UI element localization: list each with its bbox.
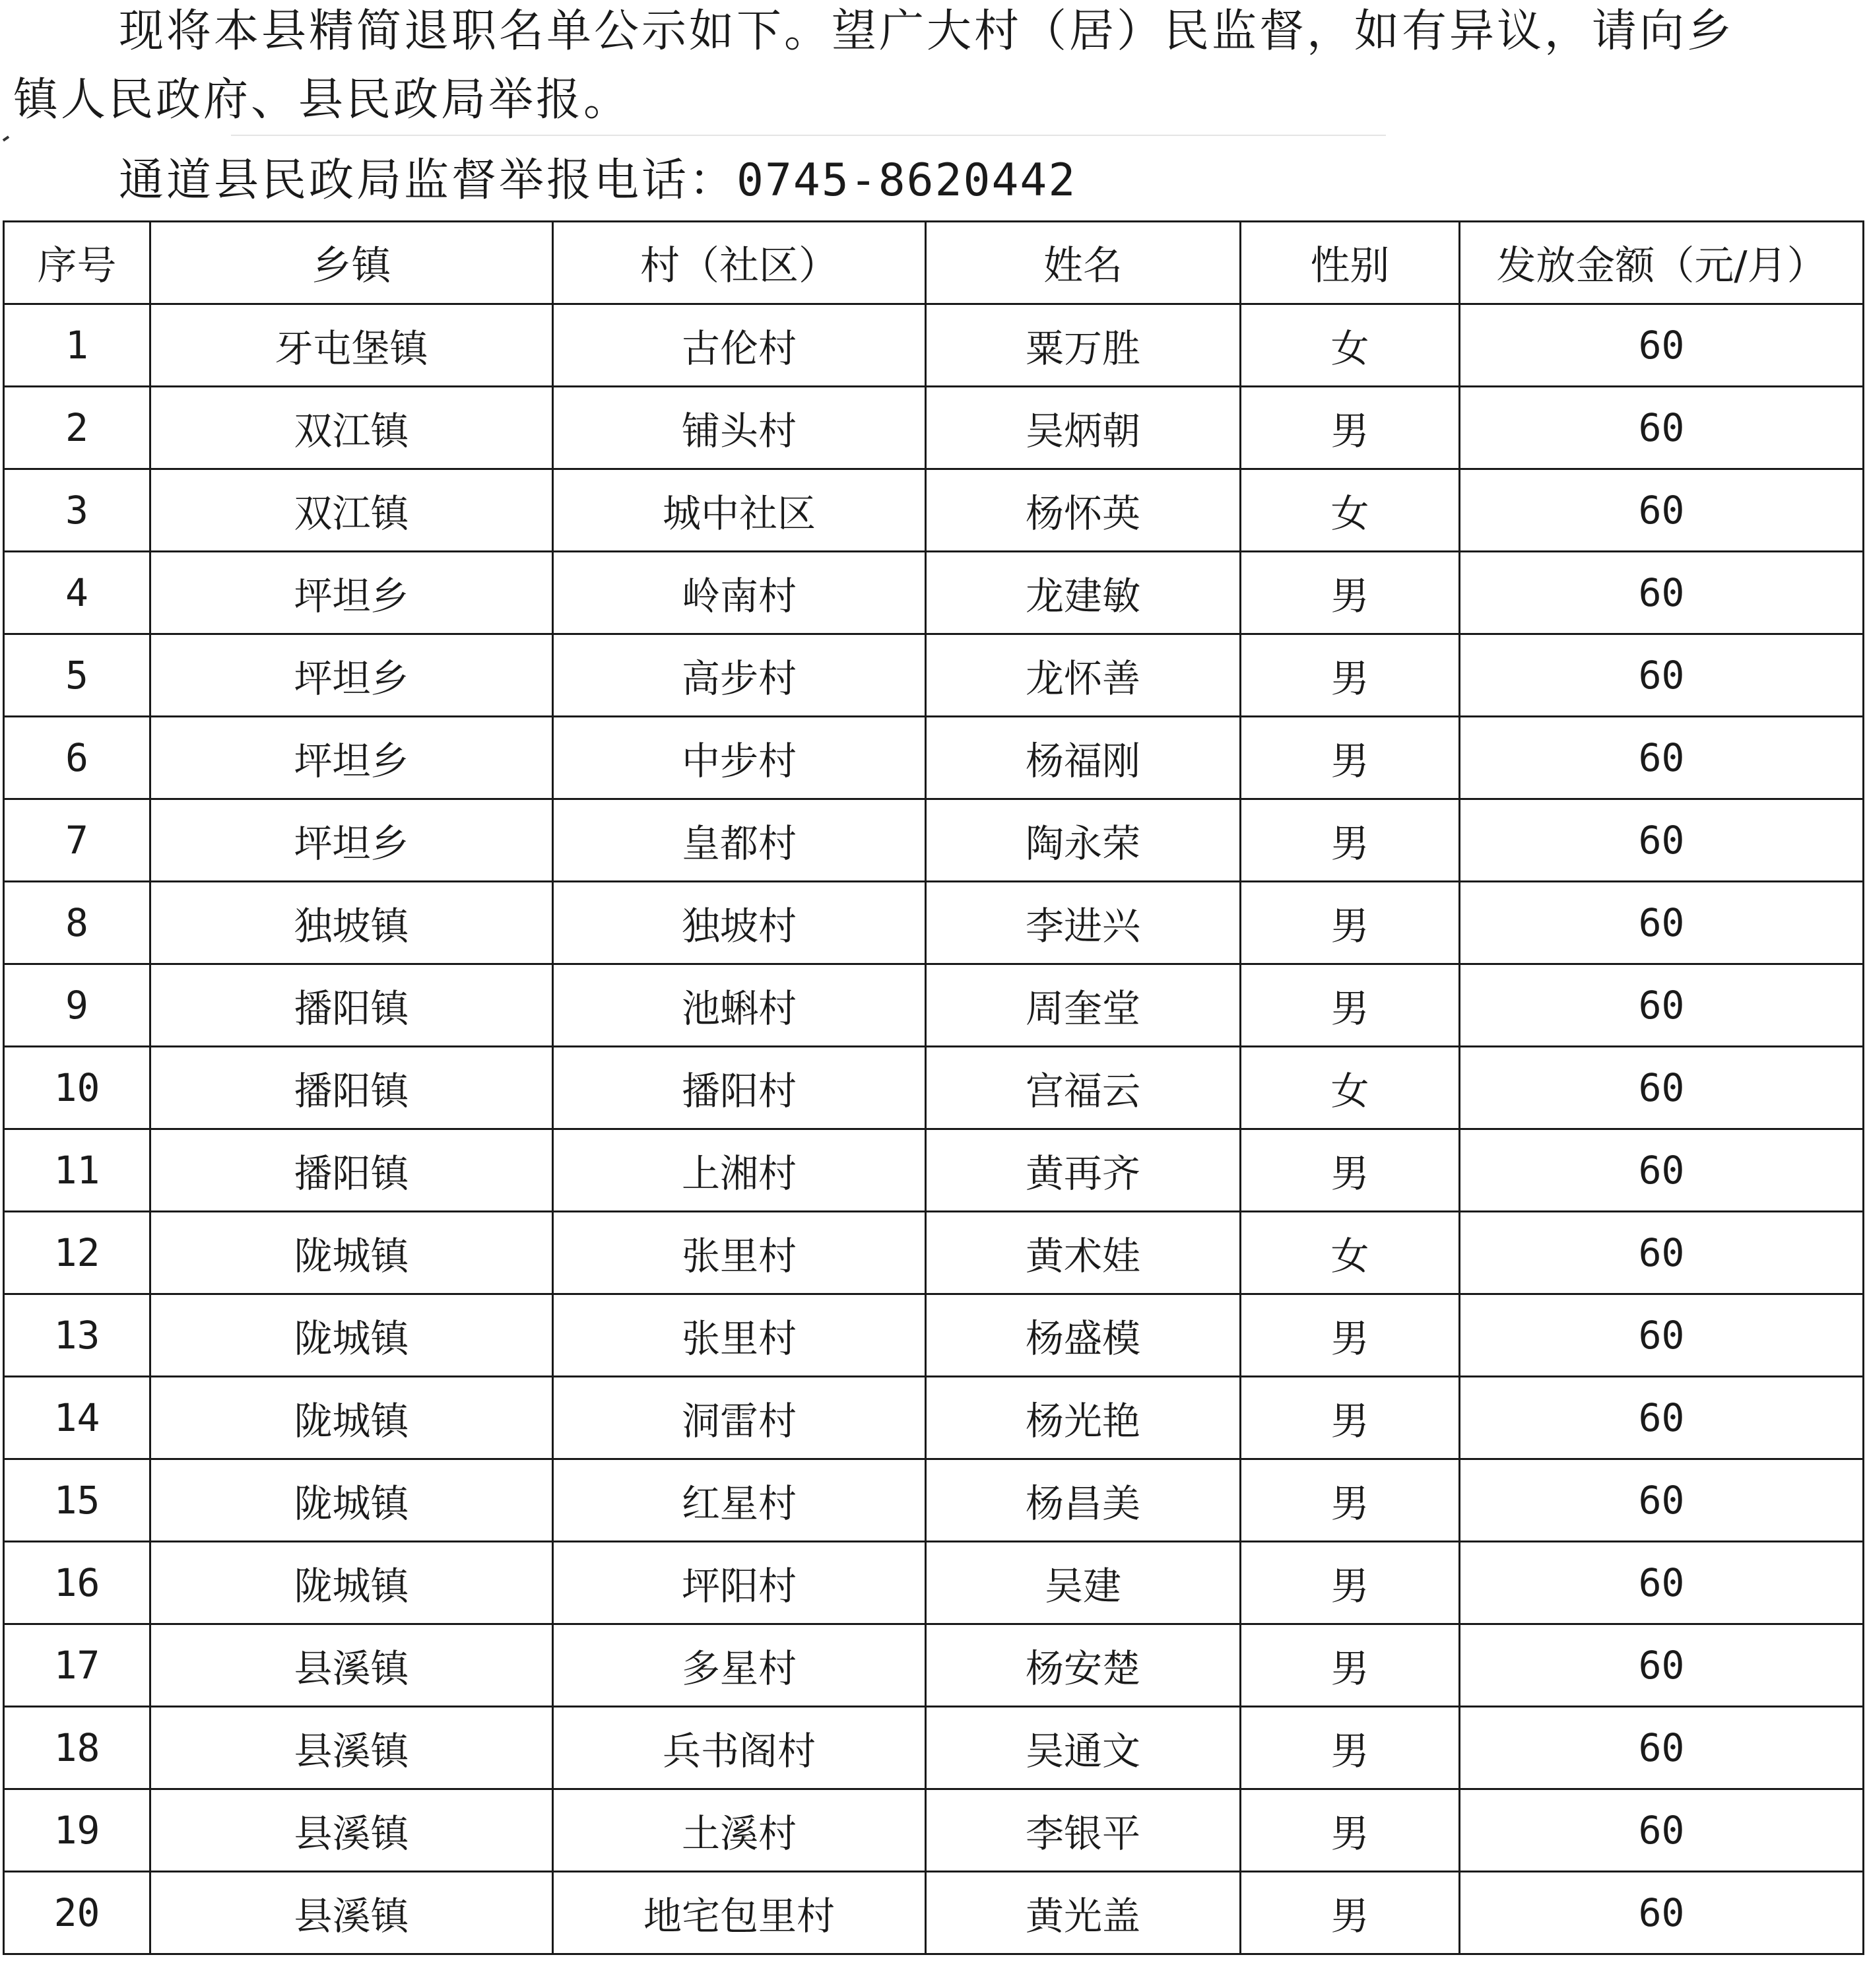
cell-gender: 女: [1241, 304, 1460, 387]
cell-village: 高步村: [553, 634, 926, 717]
cell-name: 杨光艳: [926, 1377, 1241, 1459]
cell-serial: 16: [4, 1542, 150, 1624]
cell-village: 兵书阁村: [553, 1707, 926, 1789]
cell-amount: 60: [1460, 1377, 1864, 1459]
cell-name: 吴通文: [926, 1707, 1241, 1789]
cell-township: 坪坦乡: [150, 717, 553, 799]
cell-serial: 14: [4, 1377, 150, 1459]
cell-township: 陇城镇: [150, 1294, 553, 1377]
cell-amount: 60: [1460, 387, 1864, 469]
intro-text-line-1: 现将本县精简退职名单公示如下。望广大村（居）民监督，如有异议，请向乡: [119, 5, 1735, 57]
table-row: [4, 882, 1864, 964]
cell-gender: 女: [1241, 1212, 1460, 1294]
cell-gender: 男: [1241, 1294, 1460, 1377]
cell-serial: 12: [4, 1212, 150, 1294]
cell-serial: 11: [4, 1129, 150, 1212]
cell-name: 周奎堂: [926, 964, 1241, 1047]
cell-village: 池蝌村: [553, 964, 926, 1047]
cell-gender: 男: [1241, 1789, 1460, 1872]
cell-township: 播阳镇: [150, 964, 553, 1047]
cell-amount: 60: [1460, 1459, 1864, 1542]
table-row: [4, 1129, 1864, 1212]
cell-village: 上湘村: [553, 1129, 926, 1212]
table-row: [4, 1047, 1864, 1129]
cell-township: 坪坦乡: [150, 552, 553, 634]
cell-gender: 男: [1241, 799, 1460, 882]
cell-serial: 7: [4, 799, 150, 882]
cell-amount: 60: [1460, 717, 1864, 799]
cell-amount: 60: [1460, 1542, 1864, 1624]
cell-gender: 男: [1241, 1542, 1460, 1624]
cell-amount: 60: [1460, 1294, 1864, 1377]
cell-village: 张里村: [553, 1294, 926, 1377]
cell-amount: 60: [1460, 1872, 1864, 1954]
cell-name: 陶永荣: [926, 799, 1241, 882]
cell-amount: 60: [1460, 964, 1864, 1047]
table-row: [4, 1624, 1864, 1707]
cell-name: 杨盛模: [926, 1294, 1241, 1377]
cell-gender: 男: [1241, 1377, 1460, 1459]
header-name: 姓名: [926, 222, 1241, 304]
cell-gender: 男: [1241, 1459, 1460, 1542]
cell-township: 县溪镇: [150, 1872, 553, 1954]
table-row: [4, 552, 1864, 634]
cell-township: 陇城镇: [150, 1377, 553, 1459]
cell-amount: 60: [1460, 1624, 1864, 1707]
cell-serial: 6: [4, 717, 150, 799]
cell-name: 黄术娃: [926, 1212, 1241, 1294]
header-serial: 序号: [4, 222, 150, 304]
scan-mark: [3, 135, 9, 141]
cell-serial: 18: [4, 1707, 150, 1789]
retiree-roster-table: [3, 220, 1864, 1955]
cell-village: 古伦村: [553, 304, 926, 387]
table-row: [4, 964, 1864, 1047]
cell-township: 县溪镇: [150, 1707, 553, 1789]
cell-township: 陇城镇: [150, 1459, 553, 1542]
cell-serial: 10: [4, 1047, 150, 1129]
table-row: [4, 717, 1864, 799]
cell-name: 龙怀善: [926, 634, 1241, 717]
hotline-label: 通道县民政局监督举报电话：: [119, 154, 737, 207]
cell-village: 张里村: [553, 1212, 926, 1294]
cell-village: 皇都村: [553, 799, 926, 882]
cell-amount: 60: [1460, 1212, 1864, 1294]
header-township: 乡镇: [150, 222, 553, 304]
table-body: [4, 304, 1864, 1954]
table-row: [4, 1377, 1864, 1459]
cell-gender: 男: [1241, 634, 1460, 717]
table-row: [4, 634, 1864, 717]
cell-gender: 男: [1241, 1129, 1460, 1212]
hotline-line: [119, 154, 1077, 207]
cell-village: 中步村: [553, 717, 926, 799]
cell-name: 龙建敏: [926, 552, 1241, 634]
cell-village: 地宅包里村: [553, 1872, 926, 1954]
cell-village: 独坡村: [553, 882, 926, 964]
table-row: [4, 1294, 1864, 1377]
cell-amount: 60: [1460, 1707, 1864, 1789]
cell-amount: 60: [1460, 1129, 1864, 1212]
cell-name: 李银平: [926, 1789, 1241, 1872]
cell-serial: 4: [4, 552, 150, 634]
cell-village: 洞雷村: [553, 1377, 926, 1459]
table-row: [4, 1212, 1864, 1294]
cell-serial: 9: [4, 964, 150, 1047]
cell-gender: 女: [1241, 1047, 1460, 1129]
table-header-row: [4, 222, 1864, 304]
cell-name: 黄再齐: [926, 1129, 1241, 1212]
cell-name: 吴建: [926, 1542, 1241, 1624]
table-row: [4, 1542, 1864, 1624]
cell-gender: 男: [1241, 964, 1460, 1047]
cell-township: 县溪镇: [150, 1624, 553, 1707]
cell-amount: 60: [1460, 799, 1864, 882]
cell-township: 陇城镇: [150, 1542, 553, 1624]
table-row: [4, 799, 1864, 882]
cell-serial: 3: [4, 469, 150, 552]
cell-name: 吴炳朝: [926, 387, 1241, 469]
table-row: [4, 304, 1864, 387]
cell-township: 播阳镇: [150, 1129, 553, 1212]
cell-amount: 60: [1460, 469, 1864, 552]
table-row: [4, 469, 1864, 552]
cell-township: 牙屯堡镇: [150, 304, 553, 387]
cell-serial: 1: [4, 304, 150, 387]
cell-serial: 15: [4, 1459, 150, 1542]
cell-township: 双江镇: [150, 469, 553, 552]
cell-name: 杨福刚: [926, 717, 1241, 799]
cell-gender: 女: [1241, 469, 1460, 552]
cell-name: 宫福云: [926, 1047, 1241, 1129]
cell-name: 杨昌美: [926, 1459, 1241, 1542]
cell-village: 土溪村: [553, 1789, 926, 1872]
cell-village: 坪阳村: [553, 1542, 926, 1624]
cell-name: 粟万胜: [926, 304, 1241, 387]
scan-artifact-line: [231, 135, 1386, 136]
cell-gender: 男: [1241, 1624, 1460, 1707]
cell-township: 坪坦乡: [150, 799, 553, 882]
cell-township: 坪坦乡: [150, 634, 553, 717]
table-row: [4, 1872, 1864, 1954]
cell-serial: 20: [4, 1872, 150, 1954]
hotline-number: 0745-8620442: [737, 154, 1077, 207]
cell-township: 播阳镇: [150, 1047, 553, 1129]
table-row: [4, 1707, 1864, 1789]
cell-gender: 男: [1241, 1872, 1460, 1954]
cell-serial: 5: [4, 634, 150, 717]
cell-name: 李进兴: [926, 882, 1241, 964]
cell-village: 多星村: [553, 1624, 926, 1707]
cell-serial: 2: [4, 387, 150, 469]
intro-text-line-2: 镇人民政府、县民政局举报。: [13, 74, 632, 126]
cell-township: 县溪镇: [150, 1789, 553, 1872]
cell-amount: 60: [1460, 1789, 1864, 1872]
cell-serial: 8: [4, 882, 150, 964]
header-amount: 发放金额（元/月）: [1460, 222, 1864, 304]
cell-serial: 13: [4, 1294, 150, 1377]
cell-village: 铺头村: [553, 387, 926, 469]
cell-name: 黄光盖: [926, 1872, 1241, 1954]
cell-amount: 60: [1460, 552, 1864, 634]
cell-village: 红星村: [553, 1459, 926, 1542]
cell-amount: 60: [1460, 304, 1864, 387]
cell-village: 播阳村: [553, 1047, 926, 1129]
cell-township: 独坡镇: [150, 882, 553, 964]
cell-gender: 男: [1241, 387, 1460, 469]
cell-serial: 19: [4, 1789, 150, 1872]
cell-name: 杨怀英: [926, 469, 1241, 552]
cell-gender: 男: [1241, 552, 1460, 634]
table-row: [4, 1789, 1864, 1872]
header-village: 村（社区）: [553, 222, 926, 304]
header-gender: 性别: [1241, 222, 1460, 304]
cell-amount: 60: [1460, 634, 1864, 717]
table-row: [4, 387, 1864, 469]
table-row: [4, 1459, 1864, 1542]
cell-amount: 60: [1460, 882, 1864, 964]
cell-gender: 男: [1241, 882, 1460, 964]
cell-gender: 男: [1241, 1707, 1460, 1789]
cell-serial: 17: [4, 1624, 150, 1707]
cell-township: 陇城镇: [150, 1212, 553, 1294]
cell-village: 城中社区: [553, 469, 926, 552]
cell-township: 双江镇: [150, 387, 553, 469]
cell-village: 岭南村: [553, 552, 926, 634]
cell-gender: 男: [1241, 717, 1460, 799]
cell-amount: 60: [1460, 1047, 1864, 1129]
cell-name: 杨安楚: [926, 1624, 1241, 1707]
